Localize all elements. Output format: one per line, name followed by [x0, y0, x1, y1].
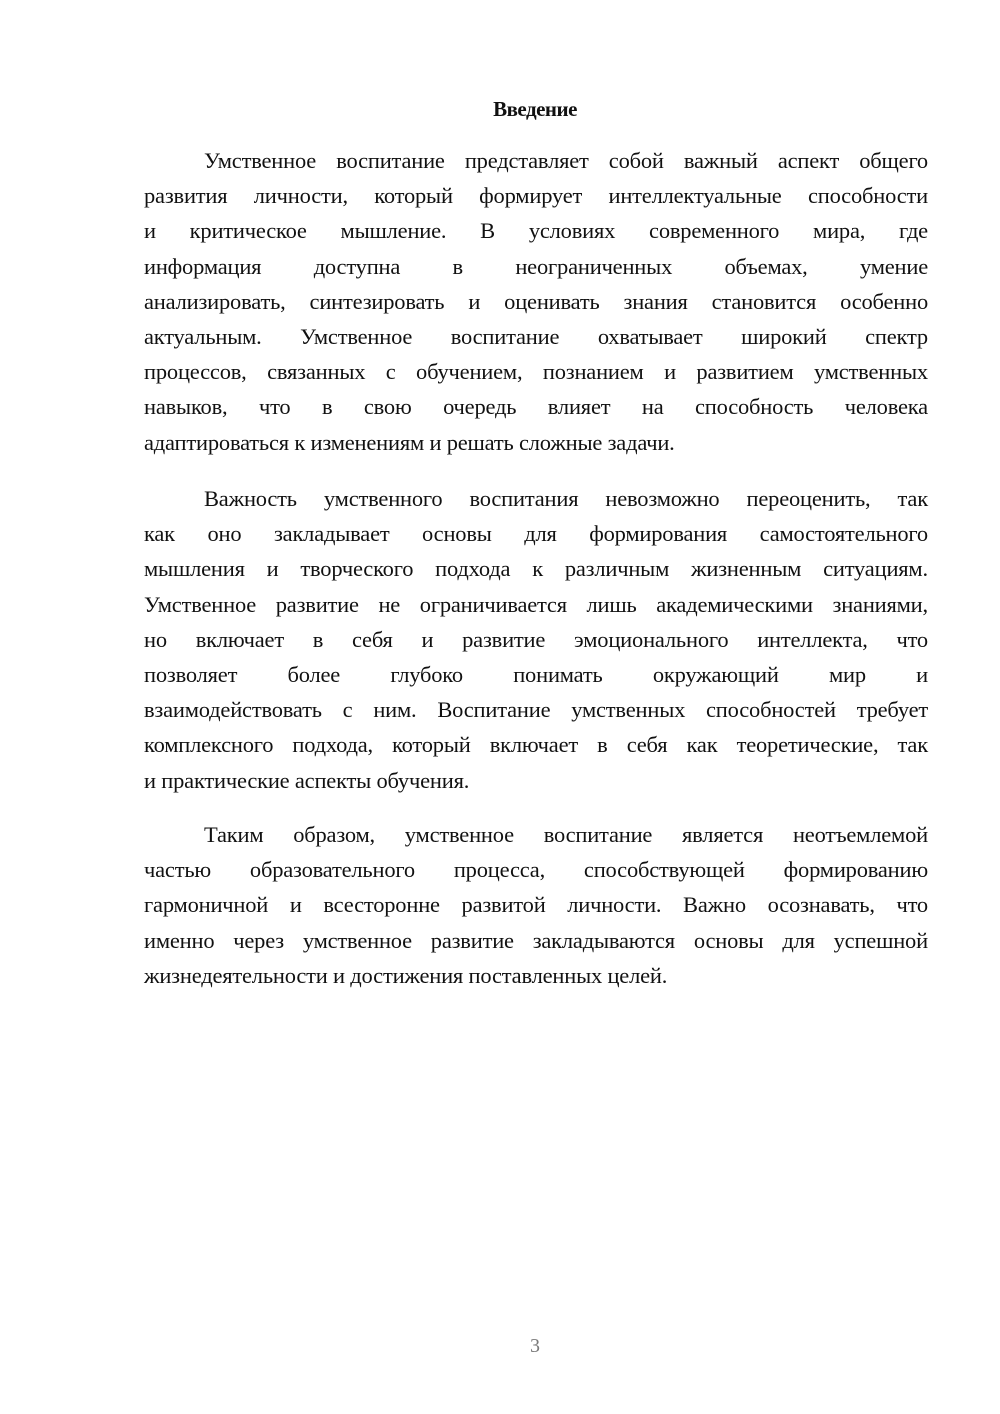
- text-line: как оно закладывает основы для формирования самостоятельного: [144, 521, 928, 547]
- paragraph-3: [144, 817, 928, 993]
- text-line: позволяет более глубоко понимать окружающий мир и: [144, 661, 928, 687]
- text-line: Умственное воспитание представляет собой важный аспект общего: [204, 148, 928, 173]
- text-line: Важность умственного воспитания невозможно переоценить, так: [204, 486, 928, 511]
- page-number: 3: [530, 1335, 540, 1357]
- text-line: именно через умственное развитие закладываются основы для успешной: [144, 927, 928, 953]
- text-line: процессов, связанных с обучением, познанием и развитием умственных: [144, 359, 928, 385]
- text-line: и критическое мышление. В условиях современного мира, где: [144, 218, 928, 244]
- text-line: мышления и творческого подхода к различным жизненным ситуациям.: [144, 556, 928, 582]
- text-line: жизнедеятельности и достижения поставленных целей.: [144, 962, 668, 988]
- section-heading: Введение: [493, 97, 577, 121]
- text-line: информация доступна в неограниченных объемах, умение: [144, 253, 928, 279]
- text-line: но включает в себя и развитие эмоционального интеллекта, что: [144, 626, 928, 652]
- text-line: Таким образом, умственное воспитание является неотъемлемой: [204, 822, 928, 847]
- text-line: гармоничной и всесторонне развитой личности. Важно осознавать, что: [144, 892, 928, 918]
- text-line: навыков, что в свою очередь влияет на способность человека: [144, 394, 928, 420]
- text-line: адаптироваться к изменениям и решать сложные задачи.: [144, 429, 675, 455]
- text-line: Умственное развитие не ограничивается лишь академическими знаниями,: [144, 591, 928, 617]
- text-line: взаимодействовать с ним. Воспитание умственных способностей требует: [144, 697, 928, 723]
- text-line: развития личности, который формирует интеллектуальные способности: [144, 183, 928, 209]
- text-line: актуальным. Умственное воспитание охватывает широкий спектр: [144, 323, 928, 349]
- paragraph-2: [144, 481, 928, 798]
- text-line: анализировать, синтезировать и оценивать знания становится особенно: [144, 288, 928, 314]
- text-line: комплексного подхода, который включает в себя как теоретические, так: [144, 732, 928, 758]
- text-line: и практические аспекты обучения.: [144, 767, 470, 793]
- text-line: частью образовательного процесса, способствующей формированию: [144, 857, 928, 883]
- paragraph-1: [144, 143, 928, 460]
